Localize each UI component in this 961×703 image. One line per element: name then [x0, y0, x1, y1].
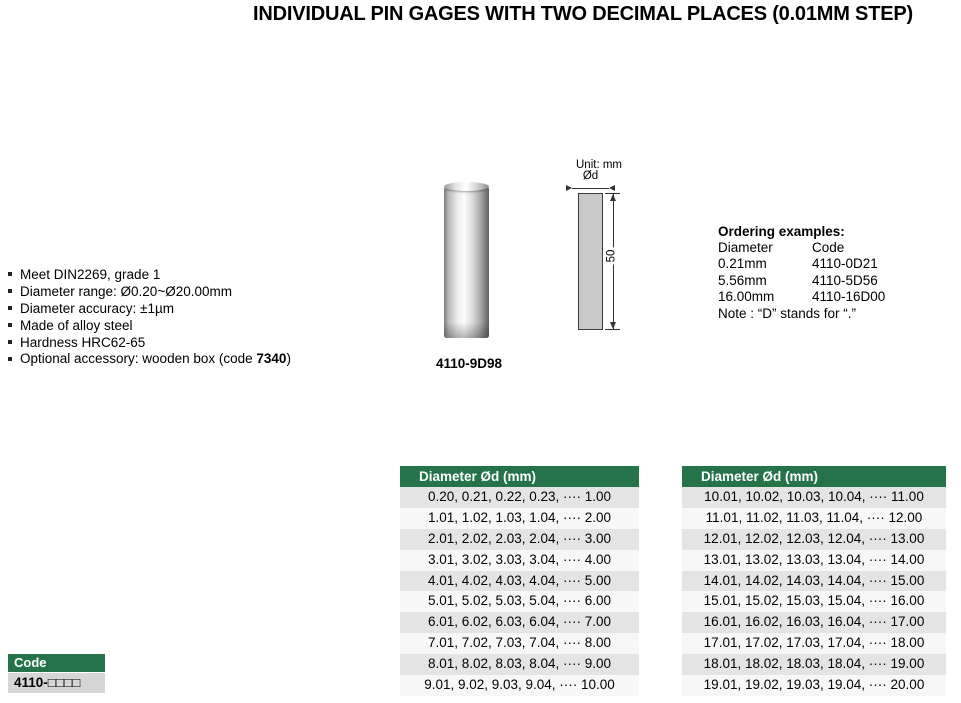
bullet-icon — [8, 272, 12, 276]
feature-item — [8, 283, 291, 300]
page-title: INDIVIDUAL PIN GAGES WITH TWO DECIMAL PLACES (0.01MM STEP) — [253, 3, 913, 25]
table-row: 8.01, 8.02, 8.03, 8.04, ···· 9.00 — [400, 654, 639, 675]
table-row: 18.01, 18.02, 18.03, 18.04, ···· 19.00 — [682, 654, 946, 675]
unit-label: Unit: mm — [576, 159, 622, 171]
ordering-diameter-value: 0.21mm — [718, 256, 767, 272]
code-block-header: Code — [8, 654, 105, 672]
diameter-dimension-label: Ød — [582, 170, 599, 182]
ordering-code-value: 4110-5D56 — [812, 272, 878, 288]
table-row: 15.01, 15.02, 15.03, 15.04, ···· 16.00 — [682, 591, 946, 612]
ordering-heading: Ordering examples: — [718, 224, 845, 239]
table-row: 5.01, 5.02, 5.03, 5.04, ···· 6.00 — [400, 591, 639, 612]
feature-text: Meet DIN2269, grade 1 — [20, 266, 161, 282]
feature-text: Made of alloy steel — [20, 317, 133, 333]
feature-item — [8, 350, 291, 367]
table-row: 16.01, 16.02, 16.03, 16.04, ···· 17.00 — [682, 612, 946, 633]
bullet-icon — [8, 323, 12, 327]
code-block-value: 4110-□□□□ — [8, 673, 105, 693]
table-row: 9.01, 9.02, 9.03, 9.04, ···· 10.00 — [400, 675, 639, 696]
feature-item — [8, 266, 291, 283]
pin-drawing-rect — [578, 193, 603, 330]
table-row: 19.01, 19.02, 19.03, 19.04, ···· 20.00 — [682, 675, 946, 696]
feature-item — [8, 317, 291, 334]
feature-item — [8, 334, 291, 351]
table-row: 12.01, 12.02, 12.03, 12.04, ···· 13.00 — [682, 529, 946, 550]
ordering-code-value: 4110-0D21 — [812, 256, 878, 272]
diameter-table — [400, 466, 639, 696]
ordering-diameter-value: 16.00mm — [718, 289, 775, 305]
ordering-rows — [718, 240, 885, 306]
dimension-arrow-icon — [609, 185, 615, 191]
product-code-caption: 4110-9D98 — [435, 356, 503, 371]
feature-text: Diameter range: Ø0.20~Ø20.00mm — [20, 283, 232, 299]
table-row: 4.01, 4.02, 4.03, 4.04, ···· 5.00 — [400, 571, 639, 592]
feature-text: Diameter accuracy: ±1µm — [20, 300, 174, 316]
ordering-col-diameter: Diameter — [718, 240, 773, 255]
table-header: Diameter Ød (mm) — [400, 466, 639, 487]
ordering-examples — [718, 223, 885, 322]
length-dimension-label: 50 — [605, 249, 618, 263]
features-list — [8, 266, 291, 367]
diameter-dimension-line — [572, 188, 609, 189]
dimension-arrow-icon — [610, 322, 616, 329]
bullet-icon — [8, 340, 12, 344]
table-body — [400, 487, 639, 696]
bullet-icon — [8, 306, 12, 310]
feature-text: Hardness HRC62-65 — [20, 334, 146, 350]
feature-item — [8, 300, 291, 317]
table-row: 14.01, 14.02, 14.03, 14.04, ···· 15.00 — [682, 571, 946, 592]
bullet-icon — [8, 357, 12, 361]
dimension-arrow-icon — [566, 185, 572, 191]
bullet-icon — [8, 289, 12, 293]
ordering-col-code: Code — [812, 240, 845, 255]
table-header: Diameter Ød (mm) — [682, 466, 946, 487]
dimension-arrow-icon — [610, 194, 616, 201]
table-body — [682, 487, 946, 696]
table-row: 3.01, 3.02, 3.03, 3.04, ···· 4.00 — [400, 550, 639, 571]
ordering-code-value: 4110-16D00 — [812, 289, 886, 305]
table-row: 13.01, 13.02, 13.03, 13.04, ···· 14.00 — [682, 550, 946, 571]
feature-text: Optional accessory: wooden box (code 7340) — [20, 351, 291, 367]
table-row: 10.01, 10.02, 10.03, 10.04, ···· 11.00 — [682, 487, 946, 508]
table-row: 0.20, 0.21, 0.22, 0.23, ···· 1.00 — [400, 487, 639, 508]
table-row: 2.01, 2.02, 2.03, 2.04, ···· 3.00 — [400, 529, 639, 550]
table-row: 7.01, 7.02, 7.03, 7.04, ···· 8.00 — [400, 633, 639, 654]
ordering-diameter-value: 5.56mm — [718, 272, 767, 288]
pin-gage-photo — [444, 182, 489, 338]
table-row: 1.01, 1.02, 1.03, 1.04, ···· 2.00 — [400, 508, 639, 529]
table-row: 11.01, 11.02, 11.03, 11.04, ···· 12.00 — [682, 508, 946, 529]
table-row: 17.01, 17.02, 17.03, 17.04, ···· 18.00 — [682, 633, 946, 654]
ordering-note: Note : “D” stands for “.” — [718, 305, 857, 321]
diameter-table — [682, 466, 946, 696]
table-row: 6.01, 6.02, 6.03, 6.04, ···· 7.00 — [400, 612, 639, 633]
